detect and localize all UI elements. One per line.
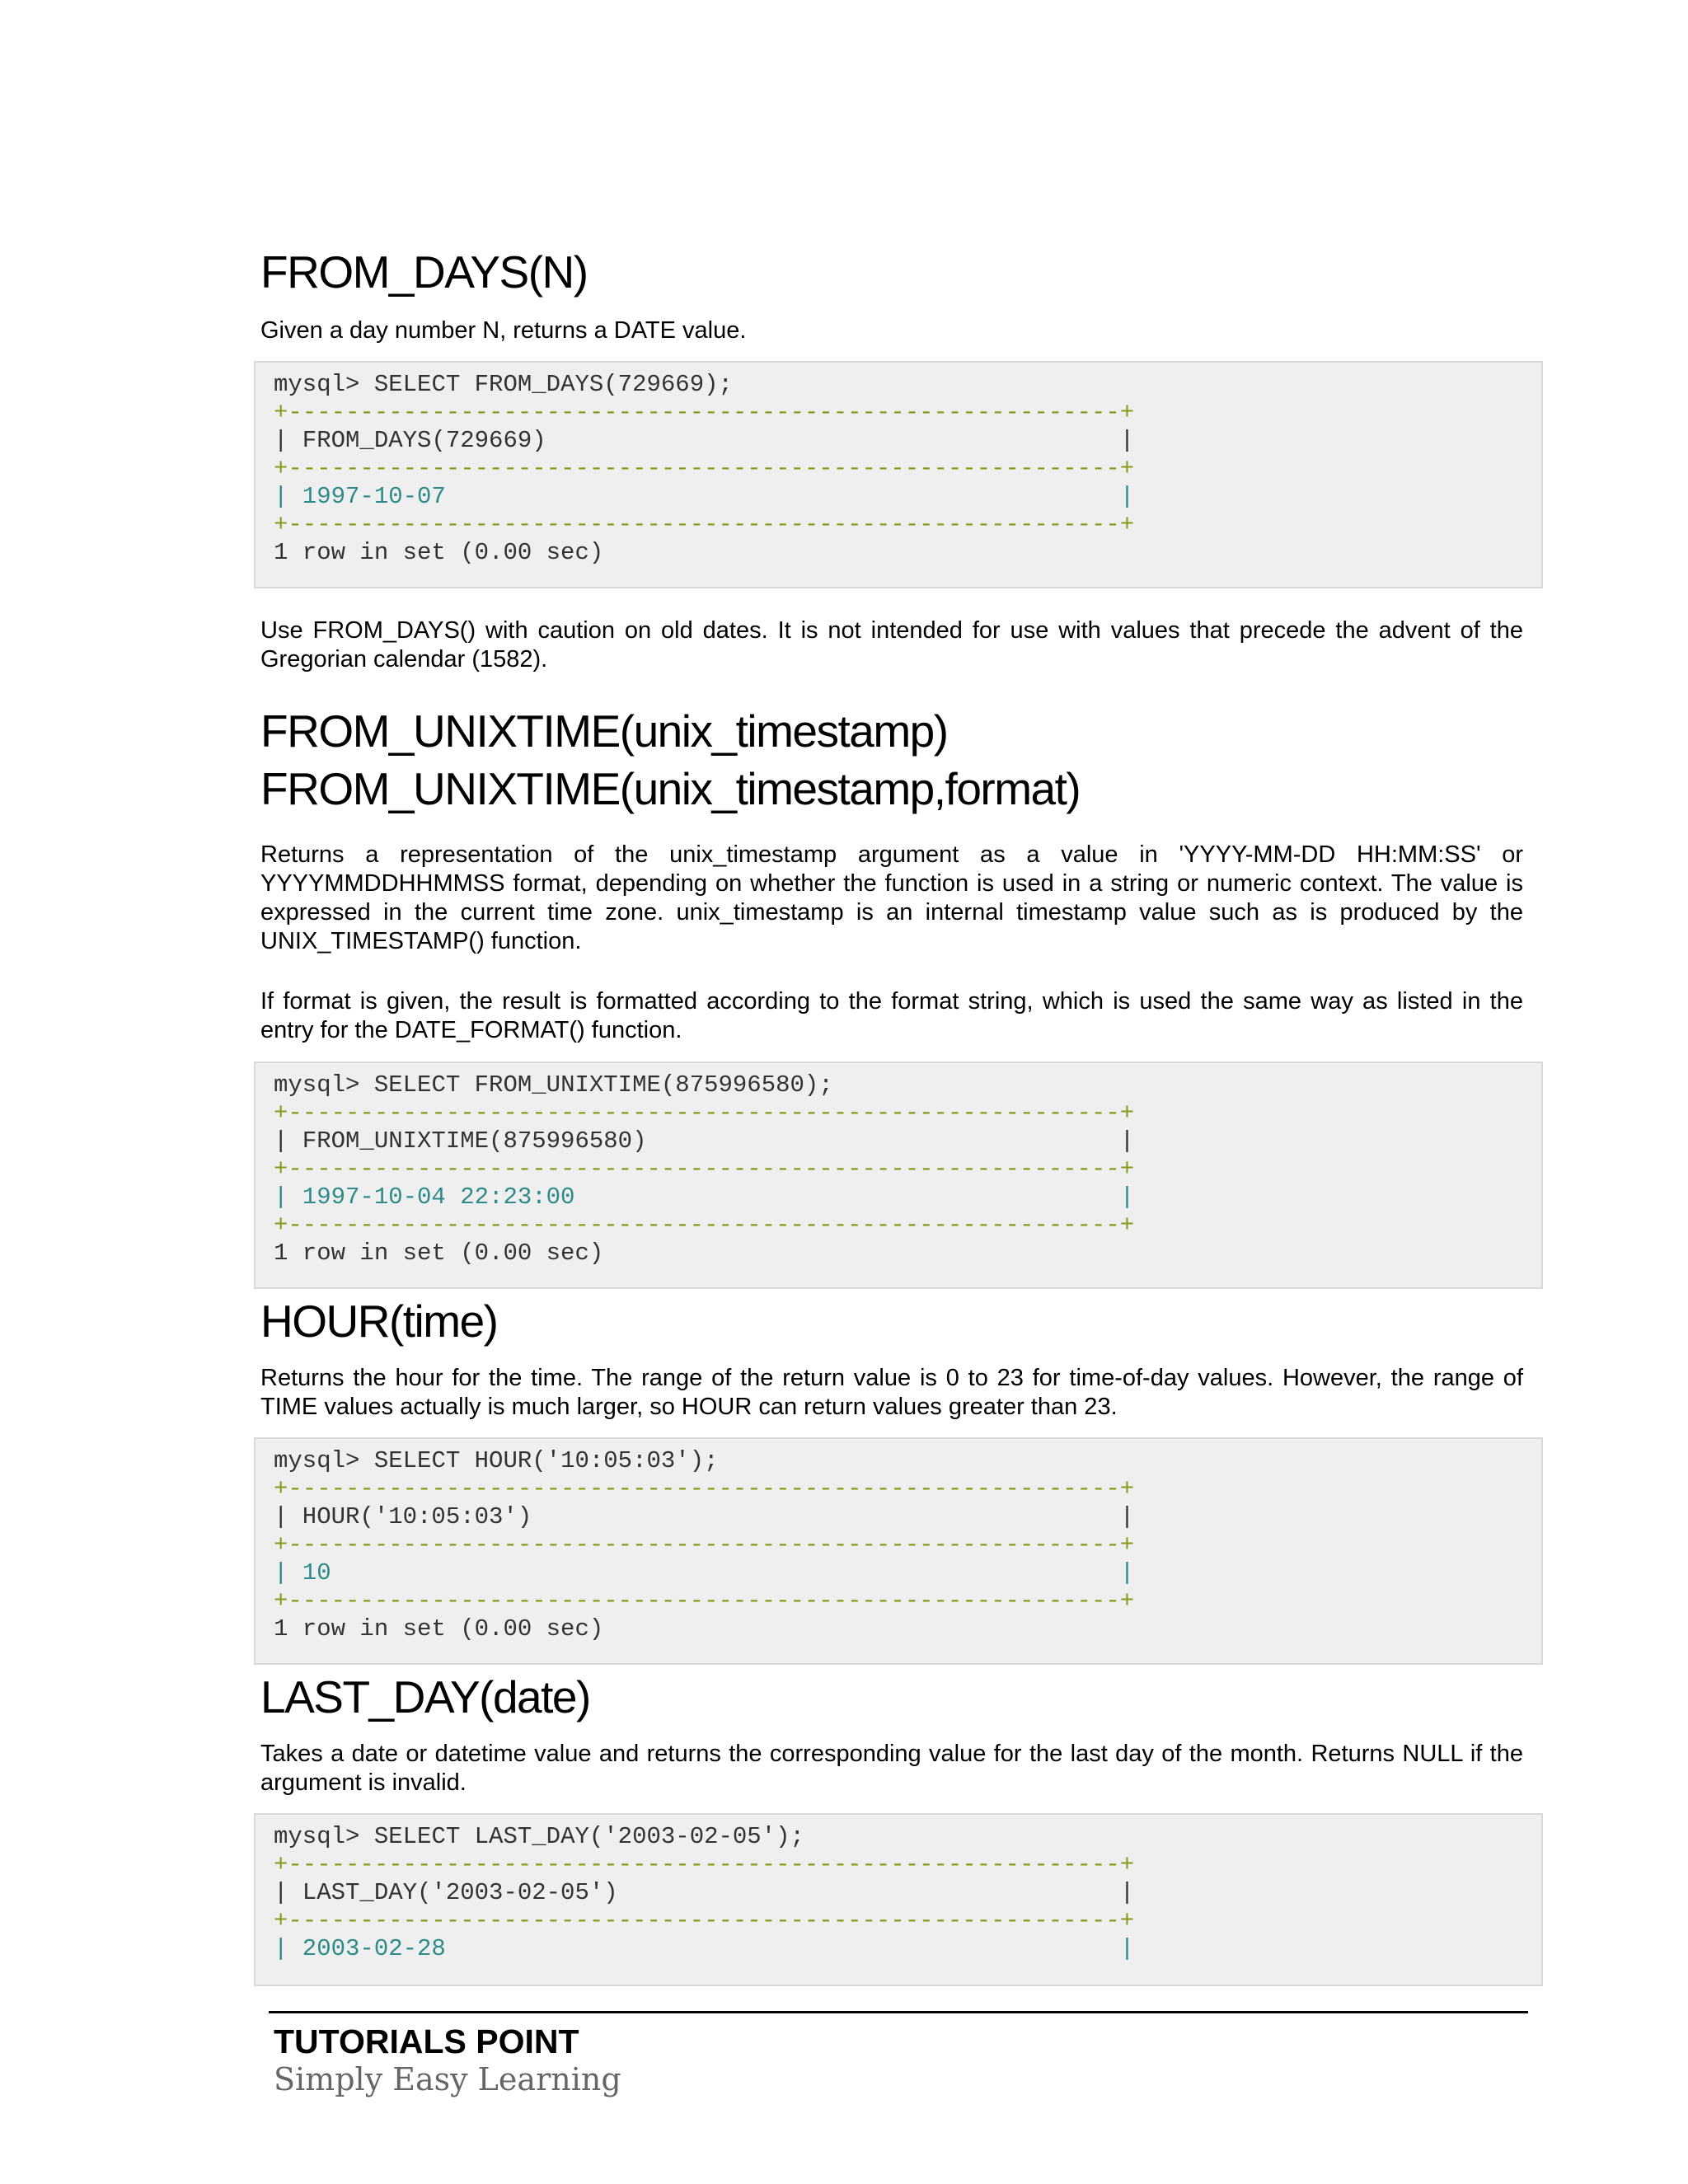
from-unixtime-description: Returns a representation of the unix_timestamp argument as a value in 'YYYY-MM-DD HH:MM:SS' or YYYYMMDDHHMMSS format, depending on whether the function is used in a string or numeric context. The value is expressed in the current time zone. unix_timestamp is an internal timestamp value such as is produced by the UNIX_TIMESTAMP() function. — [260, 841, 1523, 954]
code-footer-line: 1 row in set (0.00 sec) — [274, 1615, 604, 1643]
section-title-from-days: FROM_DAYS(N) — [260, 246, 588, 298]
code-header-line: | LAST_DAY('2003-02-05') | — [274, 1879, 1135, 1906]
code-query-line: mysql> SELECT LAST_DAY('2003-02-05'); — [274, 1823, 804, 1850]
code-header-line: | FROM_DAYS(729669) | — [274, 427, 1135, 454]
code-border-line: +----------------------------------------------------------+ — [274, 1099, 1135, 1127]
footer-divider — [269, 2011, 1528, 2013]
code-border-line: +----------------------------------------------------------+ — [274, 1212, 1135, 1239]
code-border-line: +----------------------------------------------------------+ — [274, 455, 1135, 482]
code-border-line: +----------------------------------------------------------+ — [274, 1531, 1135, 1558]
last-day-description: Takes a date or datetime value and returns the corresponding value for the last day of the month. Returns NULL if the argument is invalid. — [260, 1741, 1523, 1796]
code-value-line: | 2003-02-28 | — [274, 1935, 1135, 1962]
code-header-line: | HOUR('10:05:03') | — [274, 1503, 1135, 1530]
code-header-line: | FROM_UNIXTIME(875996580) | — [274, 1127, 1135, 1155]
code-block-hour — [254, 1437, 1543, 1665]
code-border-line: +----------------------------------------------------------+ — [274, 1155, 1135, 1183]
hour-description: Returns the hour for the time. The range of the return value is 0 to 23 for time-of-day values. However, the range of TIME values actually is much larger, so HOUR can return values greater than 23. — [260, 1365, 1523, 1420]
code-block-from-unixtime — [254, 1062, 1543, 1289]
code-border-line: +----------------------------------------------------------+ — [274, 1475, 1135, 1502]
code-value-line: | 1997-10-07 | — [274, 483, 1135, 510]
section-title-from-unixtime-format: FROM_UNIXTIME(unix_timestamp,format) — [260, 763, 1081, 814]
code-border-line: +----------------------------------------------------------+ — [274, 511, 1135, 538]
from-unixtime-format-note: If format is given, the result is formatted according to the format string, which is used the same way as listed in the entry for the DATE_FORMAT() function. — [260, 988, 1523, 1043]
code-border-line: +----------------------------------------------------------+ — [274, 399, 1135, 426]
code-block-from-days — [254, 361, 1543, 588]
footer-tagline: Simply Easy Learning — [274, 2061, 621, 2097]
section-title-hour: HOUR(time) — [260, 1296, 498, 1347]
code-footer-line: 1 row in set (0.00 sec) — [274, 1240, 604, 1267]
section-title-from-unixtime: FROM_UNIXTIME(unix_timestamp) — [260, 705, 948, 757]
code-query-line: mysql> SELECT FROM_DAYS(729669); — [274, 371, 733, 398]
code-query-line: mysql> SELECT FROM_UNIXTIME(875996580); — [274, 1071, 833, 1099]
code-border-line: +----------------------------------------------------------+ — [274, 1851, 1135, 1878]
code-border-line: +----------------------------------------------------------+ — [274, 1907, 1135, 1934]
code-footer-line: 1 row in set (0.00 sec) — [274, 539, 604, 566]
from-days-note: Use FROM_DAYS() with caution on old dates. It is not intended for use with values that precede the advent of the Gregorian calendar (1582). — [260, 617, 1523, 673]
footer-brand: TUTORIALS POINT — [274, 2022, 579, 2060]
code-query-line: mysql> SELECT HOUR('10:05:03'); — [274, 1447, 719, 1474]
code-value-line: | 10 | — [274, 1559, 1135, 1586]
section-title-last-day: LAST_DAY(date) — [260, 1671, 590, 1722]
code-border-line: +----------------------------------------------------------+ — [274, 1587, 1135, 1615]
code-block-last-day — [254, 1813, 1543, 1986]
code-value-line: | 1997-10-04 22:23:00 | — [274, 1183, 1135, 1211]
from-days-description: Given a day number N, returns a DATE value. — [260, 317, 747, 344]
